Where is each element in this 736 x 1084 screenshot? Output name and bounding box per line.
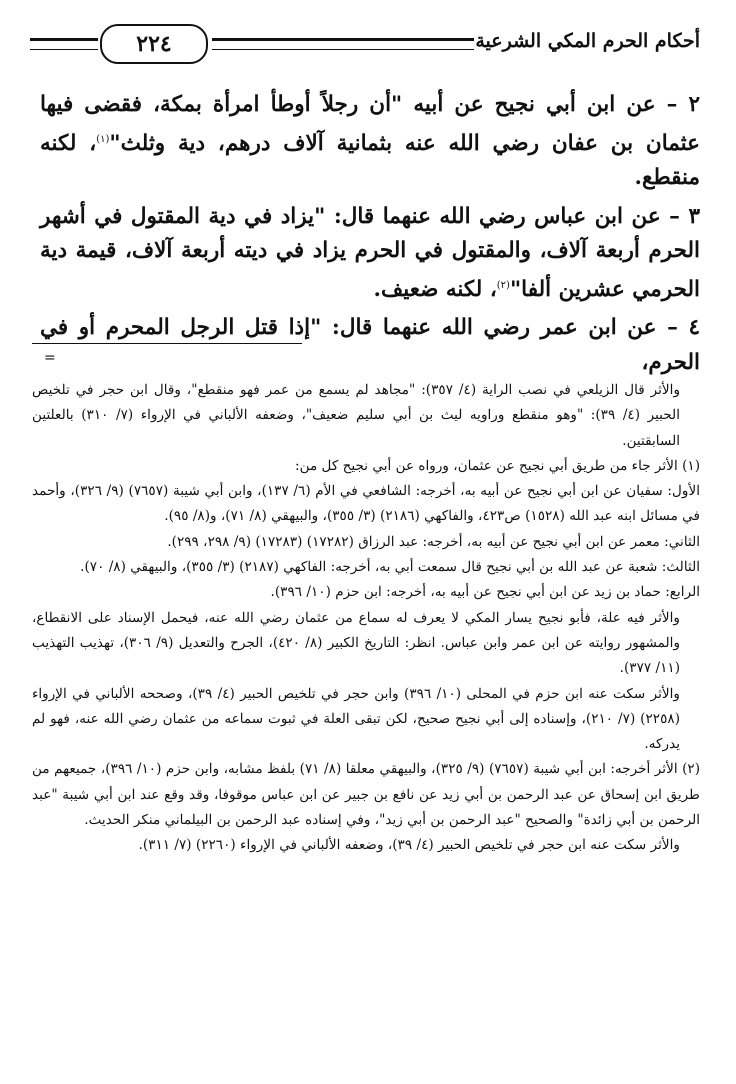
footnote-ref-1: (١) xyxy=(96,133,110,145)
athar-2-tail: ، لكنه منقطع. xyxy=(40,130,700,191)
main-text xyxy=(40,88,700,384)
running-title: أحكام الحرم المكي الشرعية xyxy=(475,30,700,52)
athar-2-text: ٢ – عن ابن أبي نجيح عن أبيه "أن رجلاً أوطأ امرأة بمكة، فقضى فيها عثمان بن عفان رضي الله عنه بثمانية آلاف درهم، دية وثلث" xyxy=(40,92,700,156)
footnote-continuation: والأثر قال الزيلعي في نصب الراية (٤/ ٣٥٧): "مجاهد لم يسمع من عمر فهو منقطع"، وقال ابن حجر في تلخيص الحبير (٤/ ٣٩): "وهو منقطع وراويه ليث بن أبي سليم ضعيف"، وضعفه الألباني في الإرواء (٧/ ٣١٠) بالعلتين السابقتين. xyxy=(32,382,681,449)
continuation-marker: = xyxy=(44,350,56,366)
athar-2 xyxy=(40,88,700,196)
footnote-1-fourth: الرابع: حماد بن زيد عن ابن أبي نجيح عن أبيه به، أخرجه: ابن حزم (١٠/ ٣٩٦). xyxy=(270,584,700,601)
footnote-1-grading: والأثر سكت عنه ابن حزم في المحلى (١٠/ ٣٩٦) وابن حجر في تلخيص الحبير (٤/ ٣٩)، وصححه الألباني في الإرواء (٢٢٥٨) (٧/ ٢١٠)، وإسناده إلى أبي نجيح صحيح، لكن تبقى العلة في ثبوت سماعه من عثمان رضي الله عنه، فهو لم يدركه. xyxy=(32,685,681,753)
footnote-separator xyxy=(32,343,302,344)
footnote-1-third: الثالث: شعبة عن عبد الله بن أبي نجيح قال سمعت أبي به، أخرجه: الفاكهي (٢١٨٧) (٣/ ٣٥٥)، والبيهقي (٨/ ٧٠). xyxy=(80,559,700,576)
footnote-2-grading: والأثر سكت عنه ابن حجر في تلخيص الحبير (٤/ ٣٩)، وضعفه الألباني في الإرواء (٢٢٦٠) (٧/ ٣١١). xyxy=(138,837,680,854)
footnote-2: (٢) الأثر أخرجه: ابن أبي شيبة (٧٦٥٧) (٩/ ٣٢٥)، والبيهقي معلقا (٨/ ٧١) بلفظ مشابه، وابن حزم (١٠/ ٣٩٦)، جميعهم من طريق ابن إسحاق عن عبد الرحمن بن أبي زيد عن نافع بن جبير عن ابن عباس موقوفا، وقد وقع عند ابن أبي شيبة "عبد الرحمن بن أبي زائدة" والصحيح "عبد الرحمن بن أبي زيد"، وفي إسناده عبد الرحمن بن البيلماني منكر الحديث. xyxy=(32,761,701,829)
athar-3-text: ٣ – عن ابن عباس رضي الله عنهما قال: "يزاد في دية المقتول في أشهر الحرم أربعة آلاف، والمقتول في الحرم يزاد في ديته أربعة آلاف، قيمة دية الحرمي عشرين ألفا" xyxy=(40,203,700,302)
header-rule-left xyxy=(30,38,98,50)
footnote-1-illness: والأثر فيه علة، فأبو نجيح يسار المكي لا يعرف له سماع من عثمان رضي الله عنه، فيحمل الإسناد على الانقطاع، والمشهور روايته عن ابن عمر وابن عباس. انظر: التاريخ الكبير (٨/ ٤٢٠)، الجرح والتعديل (٩/ ٣٠٦)، تهذيب التهذيب (١١/ ٣٧٧). xyxy=(32,609,681,677)
athar-3-tail: ، لكنه ضعيف. xyxy=(373,276,497,302)
page-number: ٢٢٤ xyxy=(100,24,208,64)
footnote-1-head: (١) الأثر جاء من طريق أبي نجيح عن عثمان، ورواه عن أبي نجيح كل من: xyxy=(295,457,700,474)
athar-4: ٤ – عن ابن عمر رضي الله عنهما قال: "إذا قتل الرجل المحرم أو في الحرم، xyxy=(40,315,700,375)
page-header xyxy=(30,24,700,64)
footnote-1-second: الثاني: معمر عن ابن أبي نجيح عن أبيه به، أخرجه: عبد الرزاق (١٧٢٨٢) (١٧٢٨٣) (٩/ ٢٩٨، ٢٩٩). xyxy=(167,533,700,550)
athar-3 xyxy=(40,200,700,308)
footnote-ref-2: (٢) xyxy=(496,279,510,291)
header-rule-right xyxy=(212,38,474,50)
footnote-1-first: الأول: سفيان عن ابن أبي نجيح عن أبيه به، أخرجه: الشافعي في الأم (٦/ ١٣٧)، وابن أبي شيبة (٧٦٥٧) (٩/ ٣٢٦)، وأحمد في مسائل ابنه عبد الله (١٥٢٨) ص٤٢٣، والفاكهي (٢١٨٦) (٣/ ٣٥٥)، والبيهقي (٨/ ٧١)، و(٨/ ٩٥). xyxy=(32,483,700,525)
footnotes xyxy=(32,378,700,859)
